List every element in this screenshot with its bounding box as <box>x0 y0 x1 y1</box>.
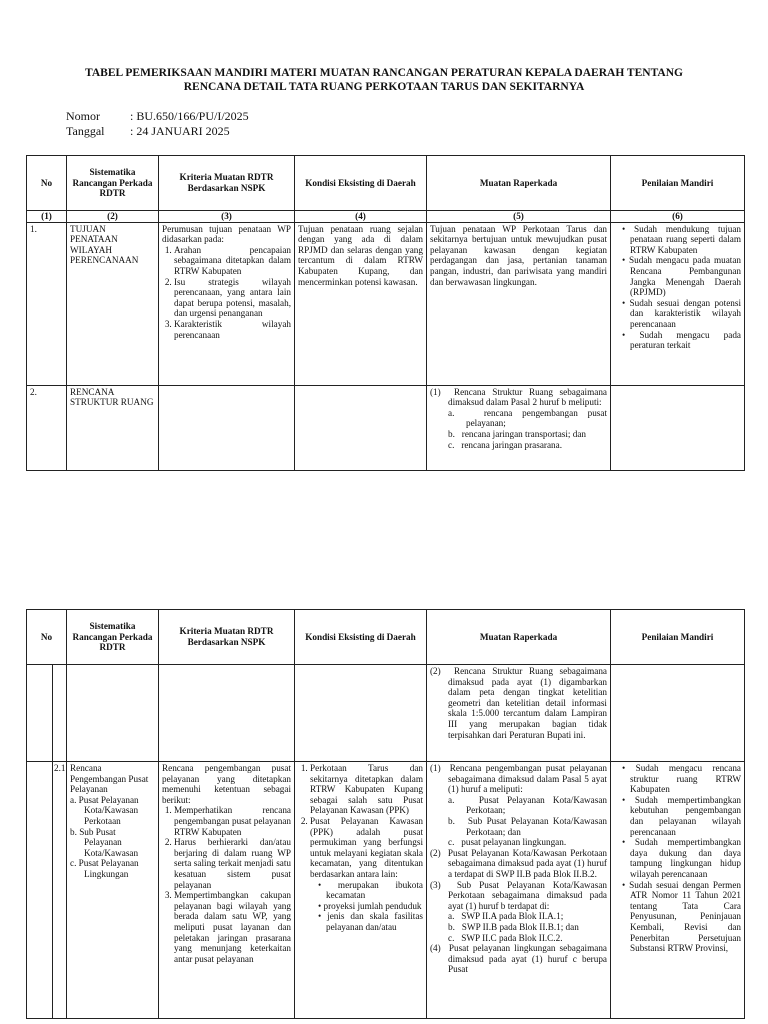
table-header-row <box>27 610 745 665</box>
header-kondisi: Kondisi Eksisting di Daerah <box>295 156 427 211</box>
list-item: • Sudah mempertimbangkan kebutuhan pengembangan dan pelayanan wilayah perencanaan <box>622 795 741 837</box>
document-title <box>0 66 768 94</box>
table-row <box>27 665 745 762</box>
kondisi-bullets <box>310 880 423 933</box>
header-kondisi: Kondisi Eksisting di Daerah <box>295 610 427 665</box>
header-no: No <box>27 610 67 665</box>
penilaian-cell <box>611 385 745 470</box>
list-item: b. Sub Pusat Pelayanan Kota/Kawasan Perkotaan; dan <box>448 815 607 837</box>
row-number: 2. <box>27 385 67 470</box>
list-item: c. SWP II.C pada Blok II.C.2. <box>448 932 563 943</box>
kriteria-intro: Perumusan tujuan penataan WP didasarkan pada: <box>162 223 291 245</box>
penilaian-cell <box>611 222 745 385</box>
header-muatan: Muatan Raperkada <box>427 610 611 665</box>
sistematika-title: Rencana Pengembangan Pusat Pelayanan <box>70 763 149 795</box>
kriteria-cell <box>159 222 295 385</box>
muatan-paragraph: (4) Pusat pelayanan lingkungan sebagaimana dimaksud pada ayat (1) huruf c berupa Pusat <box>430 943 607 975</box>
muatan-cell <box>427 665 611 762</box>
title-line-2: RENCANA DETAIL TATA RUANG PERKOTAAN TARUS DAN SEKITARNYA <box>183 81 585 93</box>
penilaian-list <box>614 224 741 351</box>
list-item: b. rencana jaringan transportasi; dan <box>448 428 587 439</box>
tanggal-label: Tanggal <box>66 124 105 138</box>
sistematika-cell: RENCANA STRUKTUR RUANG <box>67 385 159 470</box>
row-number <box>27 665 67 762</box>
col-number: (3) <box>159 211 295 223</box>
list-item: 3. Karakteristik wilayah perencanaan <box>174 319 291 340</box>
list-item: • Sudah mengacu pada peraturan terkait <box>622 330 741 351</box>
header-penilaian: Penilaian Mandiri <box>611 156 745 211</box>
col-number: (6) <box>611 211 745 223</box>
nomor-value: : BU.650/166/PU/I/2025 <box>130 109 249 123</box>
header-sistematika: Sistematika Rancangan Perkada RDTR <box>67 156 159 211</box>
nomor-label: Nomor <box>66 109 100 123</box>
muatan-cell <box>427 762 611 1019</box>
meta-tanggal <box>66 124 230 139</box>
row-number-label: 2.1 <box>54 763 66 773</box>
list-item: b. SWP II.B pada Blok II.B.1; dan <box>448 921 579 932</box>
muatan-paragraph <box>430 387 607 451</box>
header-penilaian: Penilaian Mandiri <box>611 610 745 665</box>
kondisi-cell: Tujuan penataan ruang sejalan dengan yang ada di dalam RPJMD dan selaras dengan yang tercantum di dalam RTRW Kabupaten Kupang, dan mencerminkan potensi kawasan. <box>295 222 427 385</box>
kondisi-cell <box>295 385 427 470</box>
muatan-paragraph <box>430 666 607 740</box>
sistematika-cell: TUJUAN PENATAAN WILAYAH PERENCANAAN <box>67 222 159 385</box>
muatan-cell <box>427 385 611 470</box>
col-number: (2) <box>67 211 159 223</box>
review-table-page-1 <box>26 155 745 471</box>
kriteria-cell <box>159 385 295 470</box>
table-row <box>27 385 745 470</box>
list-item: c. rencana jaringan prasarana. <box>448 439 563 450</box>
list-item: • proyeksi jumlah penduduk <box>318 901 423 912</box>
paragraph-text: Rencana Struktur Ruang sebagaimana dimaksud dalam Pasal 2 huruf b meliputi: <box>448 386 607 408</box>
header-sistematika: Sistematika Rancangan Perkada RDTR <box>67 610 159 665</box>
tanggal-value: : 24 JANUARI 2025 <box>130 124 230 138</box>
column-number-row <box>27 211 745 223</box>
penilaian-cell <box>611 762 745 1019</box>
table-header-row <box>27 156 745 211</box>
list-item: 1. Memperhatikan rencana pengembangan pusat pelayanan RTRW Kabupaten <box>174 805 291 837</box>
kriteria-cell <box>159 665 295 762</box>
list-item: 2. Isu strategis wilayah perencanaan, yang antara lain dapat berupa potensi, masalah, dan urgensi penanganan <box>174 277 291 319</box>
title-line-1: TABEL PEMERIKSAAN MANDIRI MATERI MUATAN RANCANGAN PERATURAN KEPALA DAERAH TENTANG <box>85 67 683 79</box>
list-item: • Sudah mempertimbangkan daya dukung dan daya tampung lingkungan hidup wilayah perencanaan <box>622 837 741 879</box>
header-muatan: Muatan Raperkada <box>427 156 611 211</box>
sistematika-cell <box>67 665 159 762</box>
list-item: a. Pusat Pelayanan Kota/Kawasan Perkotaan; <box>448 794 608 816</box>
sistematika-cell <box>67 762 159 1019</box>
muatan-paragraph: (2) Pusat Pelayanan Kota/Kawasan Perkotaan sebagaimana dimaksud pada ayat (1) huruf a terdapat di SWP II.B pada Blok II.B.2. <box>430 847 607 879</box>
paragraph-text: Rencana Struktur Ruang sebagaimana dimaksud pada ayat (1) digambarkan dalam peta dengan tingkat ketelitian geometri dan ketelitian detail informasi skala 1:5.000 tercantum dalam Lampiran III yang merupakan bagian tidak terpisahkan dari Peraturan Bupati ini. <box>448 666 607 740</box>
col-number: (1) <box>27 211 67 223</box>
list-item: b. Sub Pusat Pelayanan Kota/Kawasan <box>70 826 139 858</box>
col-number: (4) <box>295 211 427 223</box>
muatan-cell: Tujuan penataan WP Perkotaan Tarus dan sekitarnya bertujuan untuk mewujudkan pusat pelayanan kawasan dengan kegiatan perdagangan dan jasa, pertanian tanaman pangan, industri, dan pariwisata yang mandiri dan berwawasan lingkungan. <box>427 222 611 385</box>
list-item: • jenis dan skala fasilitas pelayanan dan/atau <box>318 911 423 932</box>
row-number <box>27 762 67 1019</box>
list-item: a. SWP II.A pada Blok II.A.1; <box>448 911 564 922</box>
list-item: 2. Harus berhierarki dan/atau berjaring di dalam ruang WP serta saling terkait menjadi satu kesatuan sistem pusat pelayanan <box>174 837 291 890</box>
col-number: (5) <box>427 211 611 223</box>
list-item: 3. Mempertimbangkan cakupan pelayanan bagi wilayah yang berada dalam satu WP, yang meliputi pusat layanan dan peletakan jaringan prasarana yang menunjang keterkaitan antar pusat pelayanan <box>174 890 291 964</box>
list-item: c. Pusat Pelayanan Lingkungan <box>70 858 139 879</box>
meta-nomor <box>66 109 249 124</box>
header-kriteria: Kriteria Muatan RDTR Berdasarkan NSPK <box>159 610 295 665</box>
list-item: • Sudah sesuai dengan potensi dan karakteristik wilayah perencanaan <box>622 298 741 330</box>
kriteria-intro: Rencana pengembangan pusat pelayanan yang ditetapkan memenuhi ketentuan sebagai berikut: <box>162 763 291 805</box>
list-item: a. rencana pengembangan pusat pelayanan; <box>448 407 607 429</box>
row-number: 1. <box>27 222 67 385</box>
list-item: 1. Arahan pencapaian sebagaimana ditetapkan dalam RTRW Kabupaten <box>174 245 291 277</box>
list-item: • Sudah sesuai dengan Permen ATR Nomor 11 Tahun 2021 tentang Tata Cara Penyusunan, Peninjauan Kembali, Revisi dan Penerbitan Persetujuan Substansi RTRW Provinsi, <box>622 880 741 954</box>
header-kriteria: Kriteria Muatan RDTR Berdasarkan NSPK <box>159 156 295 211</box>
paragraph-number: (2) <box>430 666 441 676</box>
kriteria-list <box>162 245 291 340</box>
list-item: 2. Pusat Pelayanan Kawasan (PPK) adalah pusat permukiman yang berfungsi untuk melayani kegiatan skala kecamatan, yang ditentukan berdasarkan antara lain: • merupakan ibukota kecamatan • proyeksi jumlah penduduk • jenis dan skala fasilitas pelayanan dan/atau <box>310 816 423 933</box>
list-item: • merupakan ibukota kecamatan <box>318 880 423 901</box>
kondisi-cell <box>295 762 427 1019</box>
list-item: • Sudah mengacu rencana struktur ruang RTRW Kabupaten <box>622 763 741 795</box>
kondisi-cell <box>295 665 427 762</box>
list-item: a. Pusat Pelayanan Kota/Kawasan Perkotaan <box>70 794 139 826</box>
list-item: 1. Perkotaan Tarus dan sekitarnya ditetapkan dalam RTRW Kabupaten Kupang sebagai salah satu Pusat Pelayanan Kawasan (PPK) <box>310 763 423 816</box>
penilaian-cell <box>611 665 745 762</box>
muatan-paragraph: (3) Sub Pusat Pelayanan Kota/Kawasan Perkotaan sebagaimana dimaksud pada ayat (1) huruf b terdapat di: <box>430 879 607 911</box>
paragraph-number: (1) <box>430 386 441 397</box>
list-item: • Sudah mendukung tujuan penataan ruang seperti dalam RTRW Kabupaten <box>622 224 741 256</box>
kriteria-cell <box>159 762 295 1019</box>
kriteria-list <box>162 805 291 964</box>
kondisi-list <box>298 763 423 933</box>
review-table-page-2 <box>26 609 745 1019</box>
header-no: No <box>27 156 67 211</box>
list-item: • Sudah mengacu pada muatan Rencana Pembangunan Jangka Menengah Daerah (RPJMD) <box>622 255 741 297</box>
muatan-paragraph: (1) Rencana pengembangan pusat pelayanan sebagaimana dimaksud dalam Pasal 5 ayat (1) huruf a meliputi: <box>430 763 608 795</box>
penilaian-list <box>614 763 741 954</box>
list-item: c. pusat pelayanan lingkungan. <box>448 837 567 848</box>
table-row <box>27 222 745 385</box>
table-row <box>27 762 745 1019</box>
